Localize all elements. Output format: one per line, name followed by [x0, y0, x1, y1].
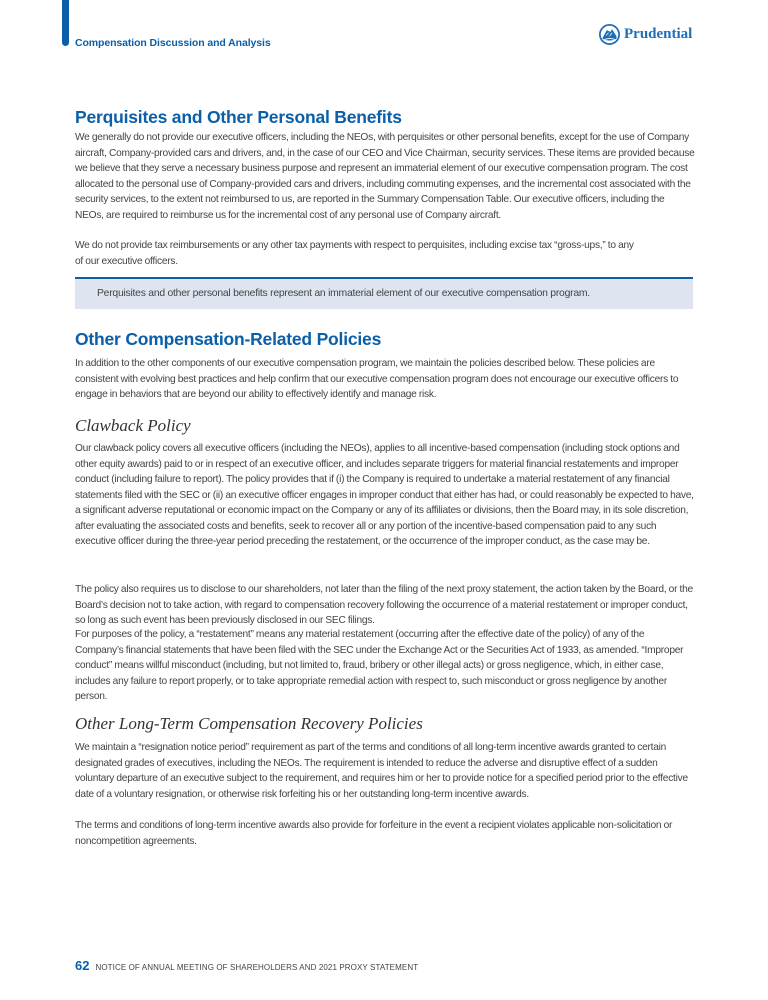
heading-clawback: Clawback Policy: [75, 416, 191, 435]
callout-text: Perquisites and other personal benefits represent an immaterial element of our executive compensation program.: [97, 288, 590, 299]
logo-text: Prudential: [624, 26, 693, 42]
paragraph: The policy also requires us to disclose to our shareholders, not later than the filing of the next proxy statement, the action taken by the Board, or the Board’s decision not to take action, with regard to compensation recovery following the occurrence of a material restatement or improper conduct, so long as such event has been previously disclosed in our SEC filings.: [75, 584, 693, 626]
heading-perquisites: Perquisites and Other Personal Benefits: [75, 107, 402, 127]
section-label: Compensation Discussion and Analysis: [75, 37, 271, 49]
paragraph: In addition to the other components of our executive compensation program, we maintain the policies described below. These policies are consistent with evolving best practices and help confirm that our executive compensation program does not encourage our executive officers to engage in behaviors that are beyond our ability to effectively identify and manage risk.: [75, 358, 679, 400]
heading-other-policies: Other Compensation-Related Policies: [75, 329, 382, 349]
footer-text: NOTICE OF ANNUAL MEETING OF SHAREHOLDERS AND 2021 PROXY STATEMENT: [95, 963, 419, 972]
paragraph: We maintain a “resignation notice period” requirement as part of the terms and conditions of all long-term incentive awards granted to certain designated grades of executives, including the NEOs. The requirement is intended to reduce the adverse and disruptive effect of a sudden voluntary departure of an executive subject to the requirement, and requires him or her to provide notice for a specified period prior to the effective date of a voluntary resignation, or otherwise risk forfeiting his or her outstanding long-term incentive awards.: [75, 742, 688, 800]
rock-of-gibraltar-icon: [599, 24, 620, 45]
page-number: 62: [75, 958, 90, 973]
callout-box: [75, 277, 693, 309]
page-footer: [75, 958, 418, 973]
paragraph: For purposes of the policy, a “restatement” means any material restatement (occurring after the effective date of the policy) of any of the Company’s financial statements that have been filed with the SEC under the Exchange Act or the Securities Act of 1933, as amended. “Improper conduct” means willful misconduct (including, but not limited to, fraud, bribery or other illegal acts) or gross negligence, which, in either case, includes any failure to report properly, or to take appropriate remedial action with respect to, such misconduct or gross negligence by another person.: [75, 629, 684, 702]
paragraph: We do not provide tax reimbursements or any other tax payments with respect to perquisites, including excise tax “gross-ups,” to any of our executive officers.: [75, 240, 634, 267]
paragraph: The terms and conditions of long-term incentive awards also provide for forfeiture in the event a recipient violates applicable non-solicitation or noncompetition agreements.: [75, 820, 673, 847]
paragraph: We generally do not provide our executive officers, including the NEOs, with perquisites or other personal benefits, except for the use of Company aircraft, Company-provided cars and drivers, and, in the case of our CEO and Vice Chairman, security services. These items are provided because we believe that they serve a necessary business purpose and represent an immaterial element of our executive compensation program. The cost allocated to the personal use of Company-provided cars and drivers, including commuting expenses, and the incremental cost associated with the security services, to the extent not reimbursed to us, are reported in the Summary Compensation Table. Our executive officers, including the NEOs, are required to reimburse us for the incremental cost of any personal use of Company aircraft.: [75, 132, 695, 221]
heading-recovery: Other Long-Term Compensation Recovery Policies: [75, 714, 423, 733]
paragraph: Our clawback policy covers all executive officers (including the NEOs), applies to all incentive-based compensation (including stock options and other equity awards) paid to or in respect of an executive officer, and includes separate triggers for material financial restatements and improper conduct (including failure to report). The policy provides that if (i) the Company is required to undertake a material restatement of any financial statements filed with the SEC or (ii) an executive officer engages in improper conduct that either has had, or could reasonably be expected to have, a significant adverse reputational or economic impact on the Company or any of its affiliates or divisions, then the Board may, in its sole discretion, after evaluating the associated costs and benefits, seek to recover all or any portion of the incentive-based compensation paid to any such executive officer during the three-year period preceding the restatement, or the occurrence of the improper conduct, as the case may be.: [75, 443, 694, 547]
section-tab-marker: [62, 0, 69, 46]
company-logo: [599, 24, 692, 45]
